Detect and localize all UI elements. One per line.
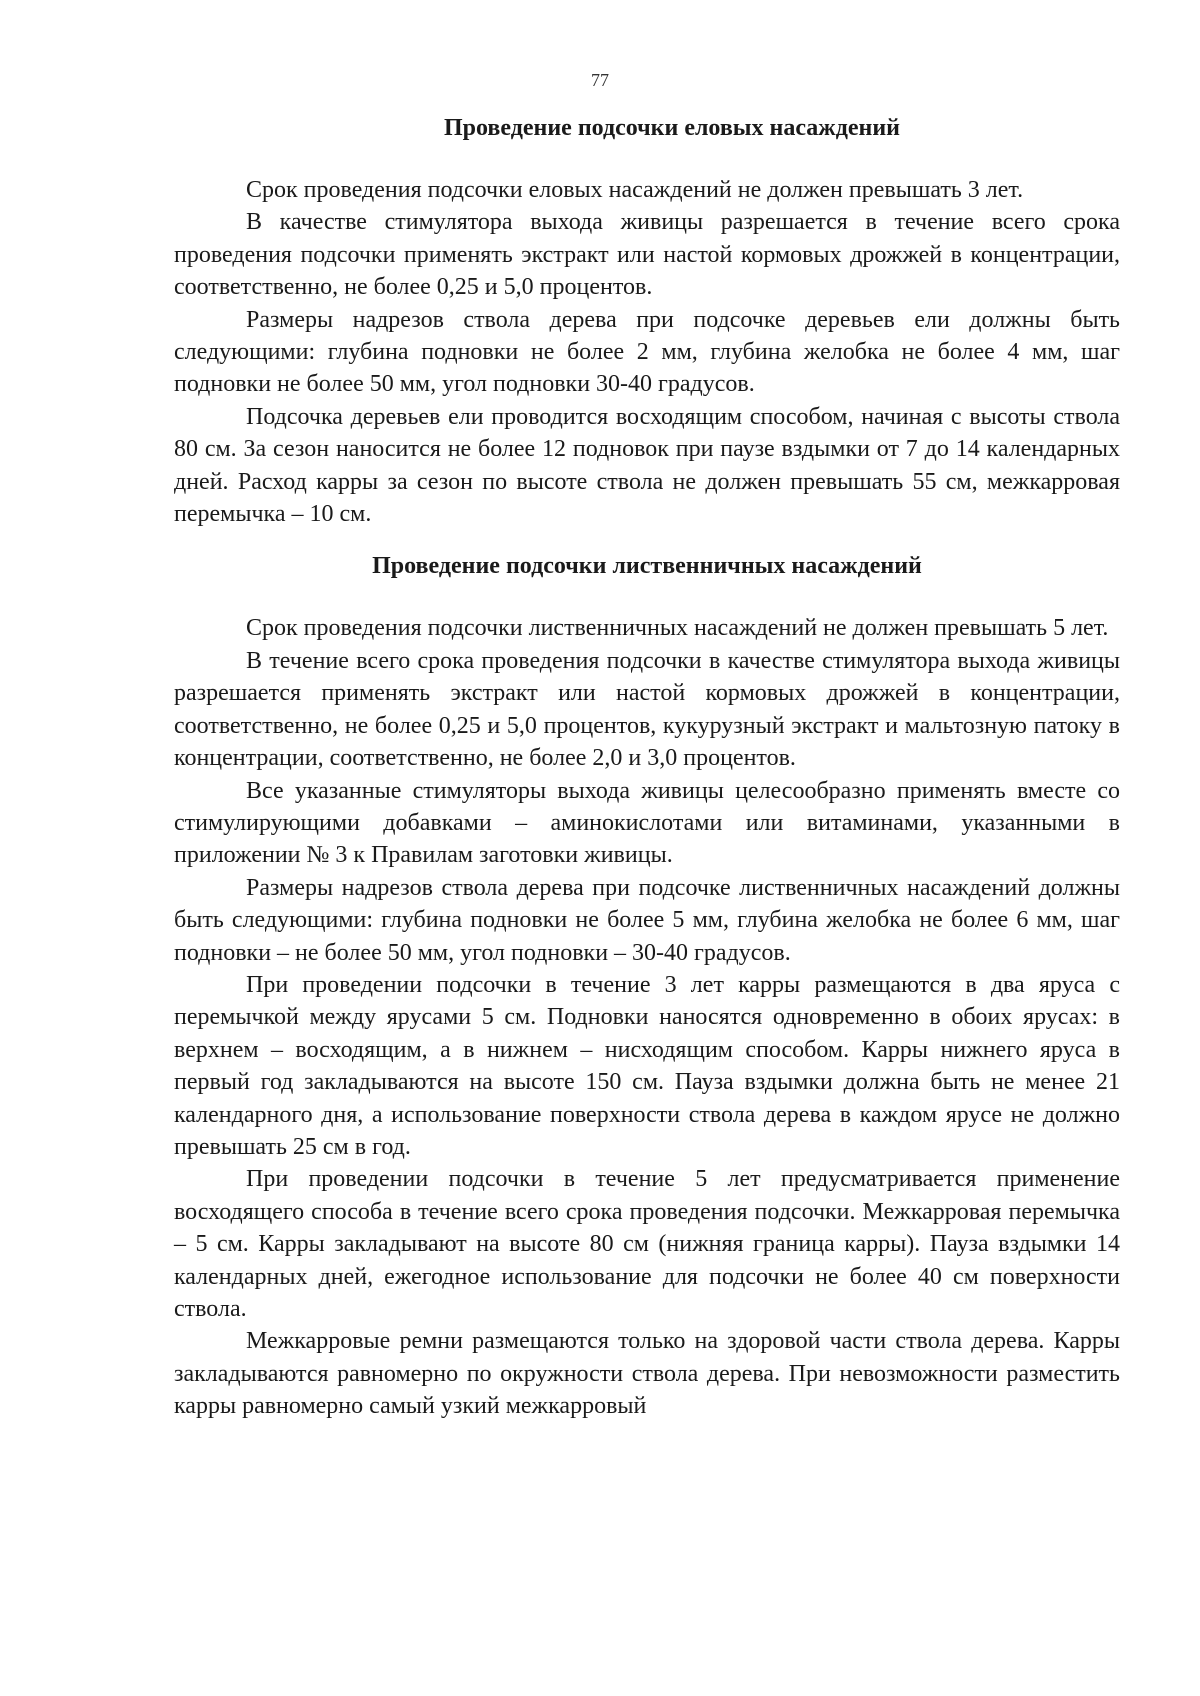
paragraph: При проведении подсочки в течение 5 лет предусматривается применение восходящего способа в течение всего срока проведения подсочки. Межкарровая перемычка – 5 см. Карры закладывают на высоте 80 см (нижняя граница карры). Пауза вздымки 14 календарных дней, ежегодное использование для подсочки не более 40 см поверхности ствола. [174,1166,1120,1322]
paragraph: Размеры надрезов ствола дерева при подсочке деревьев ели должны быть следующими: глубина подновки не более 2 мм, глубина желобка не более 4 мм, шаг подновки не более 50 мм, угол подновки 30-40 градусов. [174,306,1120,398]
section-title-spruce: Проведение подсочки еловых насаждений [444,115,900,141]
paragraph: В течение всего срока проведения подсочки в качестве стимулятора выхода живицы разрешается применять экстракт или настой кормовых дрожжей в концентрации, соответственно, не более 0,25 и 5,0 процентов, кукурузный экстракт и мальтозную патоку в концентрации, соответственно, не более 2,0 и 3,0 процентов. [174,647,1120,772]
paragraph: Срок проведения подсочки лиственничных насаждений не должен превышать 5 лет. [246,615,1109,642]
paragraph: Подсочка деревьев ели проводится восходящим способом, начиная с высоты ствола 80 см. За сезон наносится не более 12 подновок при паузе вздымки от 7 до 14 календарных дней. Расход карры за сезон по высоте ствола не должен превышать 55 см, межкарровая перемычка – 10 см. [174,403,1120,528]
page-number: 77 [591,70,609,90]
paragraph: Срок проведения подсочки еловых насаждений не должен превышать 3 лет. [246,177,1024,203]
paragraph: Все указанные стимуляторы выхода живицы целесообразно применять вместе со стимулирующими добавками – аминокислотами или витаминами, указанными в приложении № 3 к Правилам заготовки живицы. [174,777,1120,869]
document-body [174,112,1120,1423]
paragraph: Межкарровые ремни размещаются только на здоровой части ствола дерева. Карры закладываются равномерно по окружности ствола дерева. При невозможности разместить карры равномерно самый узкий межкарровый [174,1328,1120,1420]
paragraph: В качестве стимулятора выхода живицы разрешается в течение всего срока проведения подсочки применять экстракт или настой кормовых дрожжей в концентрации, соответственно, не более 0,25 и 5,0 процентов. [174,209,1120,301]
paragraph: Размеры надрезов ствола дерева при подсочке лиственничных насаждений должны быть следующими: глубина подновки не более 5 мм, глубина желобка не более 6 мм, шаг подновки – не более 50 мм, угол подновки – 30-40 градусов. [174,874,1120,966]
section-title-larch: Проведение подсочки лиственничных насаждений [372,553,922,580]
paragraph: При проведении подсочки в течение 3 лет карры размещаются в два яруса с перемычкой между ярусами 5 см. Подновки наносятся одновременно в обоих ярусах: в верхнем – восходящим, а в нижнем – нисходящим способом. Карры нижнего яруса в первый год закладываются на высоте 150 см. Пауза вздымки должна быть не менее 21 календарного дня, а использование поверхности ствола дерева в каждом ярусе не должно превышать 25 см в год. [174,971,1120,1160]
